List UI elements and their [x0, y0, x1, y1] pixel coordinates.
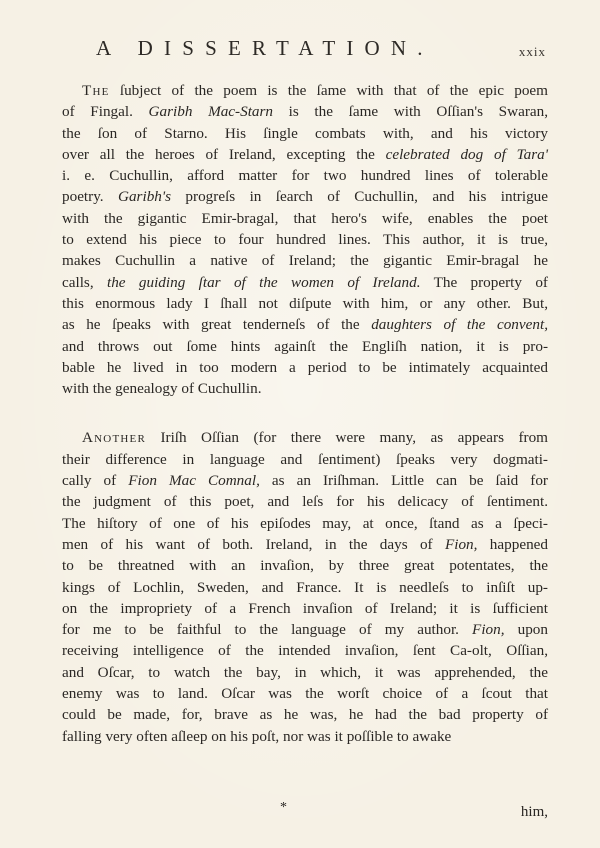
- text-line: [62, 144, 548, 165]
- text-line: [62, 577, 548, 598]
- line-text: kings of Lochlin, Sweden, and France. It is needleſs to inſiſt up-: [62, 578, 548, 596]
- page-number: xxix: [518, 44, 546, 59]
- text-line: [62, 427, 548, 448]
- paragraph-1: [62, 80, 548, 399]
- running-title: A DISSERTATION.: [96, 36, 434, 60]
- line-text-tail: The property of: [420, 273, 548, 291]
- text-line: [62, 534, 548, 555]
- line-text: and Oſcar, to watch the bay, in which, it was apprehended, the: [62, 663, 548, 681]
- line-text: could be made, for, brave as he was, he had the bad property of: [62, 706, 548, 724]
- line-text: with the genealogy of Cuchullin.: [62, 380, 262, 398]
- catchword: him,: [520, 804, 548, 820]
- line-text: poetry.: [62, 188, 118, 206]
- running-head: [96, 36, 546, 62]
- text-body: [62, 80, 548, 747]
- line-text: ſubject of the poem is the ſame with that of the epic poem: [109, 82, 548, 99]
- text-line: [62, 314, 548, 335]
- line-text-tail: progreſs in ſearch of Cuchullin, and his intrigue: [171, 188, 549, 206]
- text-line: [62, 726, 548, 747]
- line-text-tail: happened: [477, 535, 548, 553]
- line-text: the judgment of this poet, and leſs for his delicacy of ſentiment.: [62, 493, 548, 511]
- italic-text: Fion Mac Comnal,: [128, 472, 260, 490]
- text-line: [62, 208, 548, 229]
- text-line: [62, 662, 548, 683]
- line-text: and throws out ſome hints againſt the Engliſh nation, it is pro-: [62, 337, 548, 355]
- italic-text: daughters of the convent,: [371, 316, 548, 334]
- text-line: [62, 449, 548, 470]
- text-line: [62, 336, 548, 357]
- line-text-tail: is the ſame with Oſſian's Swaran,: [273, 103, 549, 121]
- line-text: for me to be faithful to the language of my author.: [62, 621, 473, 639]
- line-text: men of his want of both. Ireland, in the days of: [62, 535, 445, 553]
- line-text: makes Cuchullin a native of Ireland; the gigantic Emir-bragal he: [62, 252, 548, 270]
- line-text: their difference in language and ſentiment) ſpeaks very dogmati-: [62, 450, 548, 468]
- text-line: [62, 165, 548, 186]
- text-line: [62, 101, 548, 122]
- text-line: [62, 186, 548, 207]
- paragraph-lead-word: Another: [82, 429, 146, 447]
- line-text: to be threatned with an invaſion, by three great potentates, the: [62, 557, 548, 575]
- text-line: [62, 619, 548, 640]
- text-line: [62, 598, 548, 619]
- line-text: over all the heroes of Ireland, excepting the: [62, 145, 386, 163]
- text-line: [62, 229, 548, 250]
- text-line: [62, 357, 548, 378]
- signature-mark: *: [280, 800, 287, 815]
- text-line: [62, 683, 548, 704]
- page-footer: [62, 800, 548, 822]
- paragraph-2: [62, 427, 548, 746]
- text-line: [62, 80, 548, 101]
- italic-text: Fion,: [444, 535, 478, 553]
- text-line: [62, 250, 548, 271]
- line-text: of Fingal.: [62, 103, 149, 121]
- italic-text: Garibh Mac-Starn: [148, 103, 274, 121]
- text-line: [62, 378, 548, 399]
- italic-text: Fion,: [472, 621, 505, 639]
- line-text: i. e. Cuchullin, afford matter for two hundred lines of tolerable: [62, 167, 548, 185]
- text-line: [62, 513, 548, 534]
- line-text: the ſon of Starno. His ſingle combats with, and his victory: [62, 124, 548, 142]
- text-line: [62, 470, 548, 491]
- line-text: enemy was to land. Oſcar was the worſt choice of a ſcout that: [62, 685, 548, 703]
- line-text: as he ſpeaks with great tenderneſs of the: [62, 316, 372, 334]
- paragraph-lead-word: The: [82, 82, 110, 99]
- text-line: [62, 640, 548, 661]
- line-text: falling very often aſleep on his poſt, nor was it poſſible to awake: [62, 727, 452, 745]
- line-text: receiving intelligence of the intended invaſion, ſent Ca-olt, Oſſian,: [62, 642, 548, 660]
- line-text: Iriſh Oſſian (for there were many, as appears from: [145, 429, 548, 447]
- line-text: The hiſtory of one of his epiſodes may, at once, ſtand as a ſpeci-: [62, 514, 548, 532]
- text-line: [62, 555, 548, 576]
- italic-text: the guiding ſtar of the women of Ireland.: [106, 273, 421, 291]
- line-text: calls,: [62, 273, 107, 291]
- text-line: [62, 491, 548, 512]
- text-line: [62, 272, 548, 293]
- text-line: [62, 293, 548, 314]
- italic-text: Garibh's: [118, 188, 172, 206]
- text-line: [62, 123, 548, 144]
- text-line: [62, 704, 548, 725]
- line-text: on the impropriety of a French invaſion of Ireland; it is ſufficient: [62, 599, 548, 617]
- line-text: with the gigantic Emir-bragal, that hero's wife, enables the poet: [62, 209, 548, 227]
- line-text: to extend his piece to four hundred lines. This author, it is true,: [62, 231, 548, 249]
- line-text: cally of: [62, 472, 129, 490]
- line-text-tail: as an Iriſhman. Little can be ſaid for: [259, 472, 548, 490]
- italic-text: celebrated dog of Tara': [385, 145, 548, 163]
- line-text: bable he lived in too modern a period to be intimately acquainted: [62, 358, 548, 376]
- line-text-tail: upon: [504, 621, 548, 639]
- line-text: this enormous lady I ſhall not diſpute with him, or any other. But,: [62, 294, 548, 312]
